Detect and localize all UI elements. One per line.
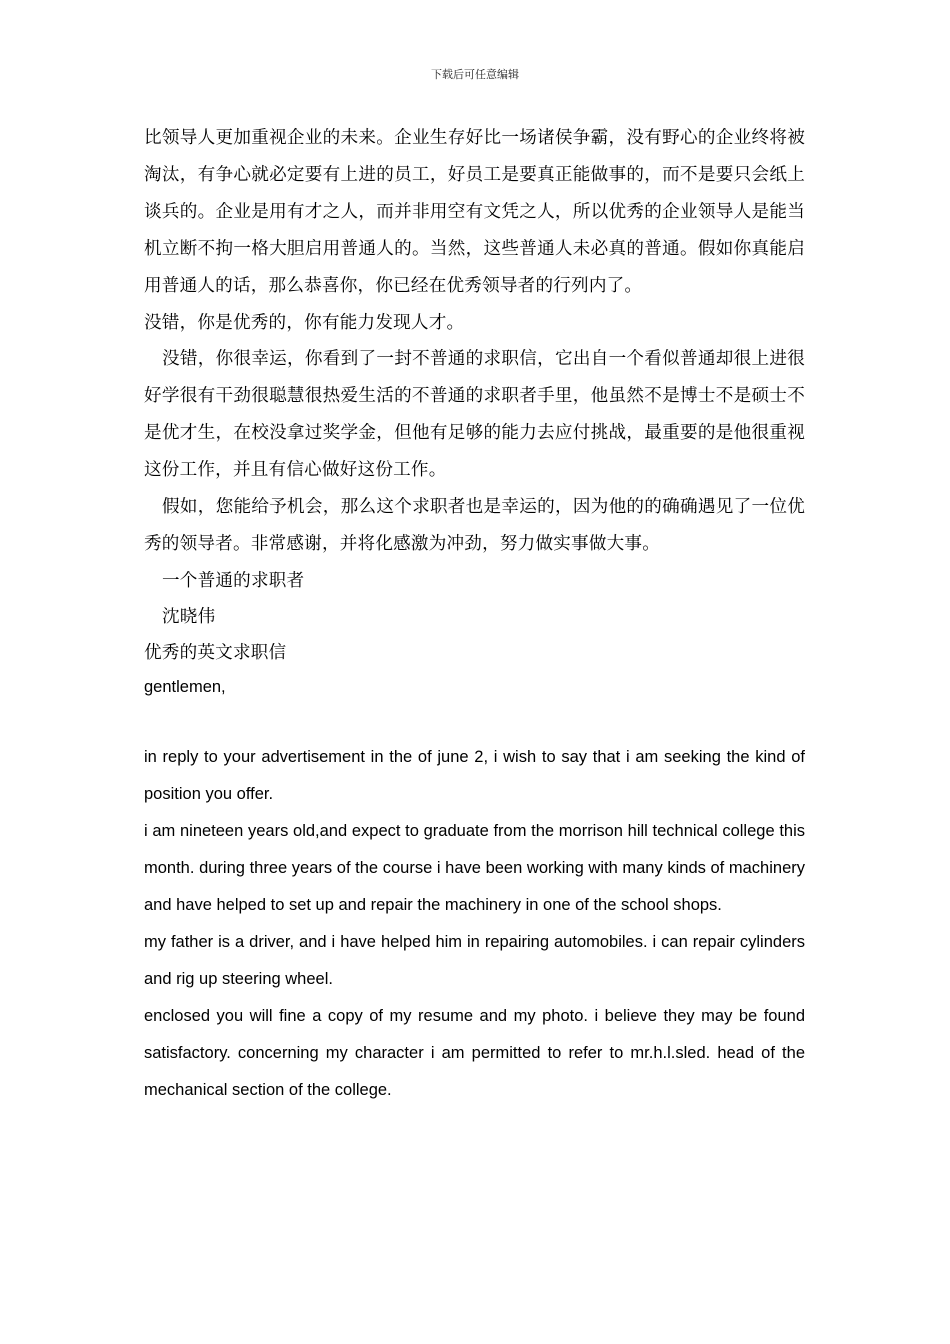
blank-line (144, 703, 805, 739)
letter-salutation: gentlemen, (144, 678, 226, 696)
section-title: 优秀的英文求职信 (144, 643, 287, 663)
letter-paragraph-4: enclosed you will fine a copy of my resume and my photo. i believe they may be found satisfactory. concerning my character i am permitted to refer to mr.h.l.sled. head of the mechanical section of the college. (144, 1007, 805, 1099)
paragraph-cn-3: 没错，你很幸运，你看到了一封不普通的求职信，它出自一个看似普通却很上进很好学很有干劲很聪慧很热爱生活的不普通的求职者手里，他虽然不是博士不是硕士不是优才生，在校没拿过奖学金，但他有足够的能力去应付挑战，最重要的是他很重视这份工作，并且有信心做好这份工作。 (144, 349, 805, 480)
letter-paragraph-1: in reply to your advertisement in the of june 2, i wish to say that i am seeking the kind of position you offer. (144, 748, 805, 803)
signature-name: 沈晓伟 (162, 607, 216, 627)
document-body (144, 120, 805, 1109)
letter-paragraph-3: my father is a driver, and i have helped him in repairing automobiles. i can repair cylinders and rig up steering wheel. (144, 933, 805, 988)
paragraph-cn-1: 比领导人更加重视企业的未来。企业生存好比一场诸侯争霸，没有野心的企业终将被淘汰，有争心就必定要有上进的员工，好员工是要真正能做事的，而不是要只会纸上谈兵的。企业是用有才之人，而并非用空有文凭之人，所以优秀的企业领导人是能当机立断不拘一格大胆启用普通人的。当然，这些普通人未必真的普通。假如你真能启用普通人的话，那么恭喜你，你已经在优秀领导者的行列内了。 (144, 128, 805, 296)
signature-line-1: 一个普通的求职者 (162, 571, 305, 591)
page-header: 下载后可任意编辑 (431, 68, 519, 81)
letter-paragraph-2: i am nineteen years old,and expect to graduate from the morrison hill technical college this month. during three years of the course i have been working with many kinds of machinery and have helped to set up and repair the machinery in one of the school shops. (144, 822, 805, 914)
paragraph-cn-2: 没错，你是优秀的，你有能力发现人才。 (144, 313, 465, 333)
paragraph-cn-4: 假如，您能给予机会，那么这个求职者也是幸运的，因为他的的确确遇见了一位优秀的领导者。非常感谢，并将化感激为冲劲，努力做实事做大事。 (144, 497, 805, 554)
